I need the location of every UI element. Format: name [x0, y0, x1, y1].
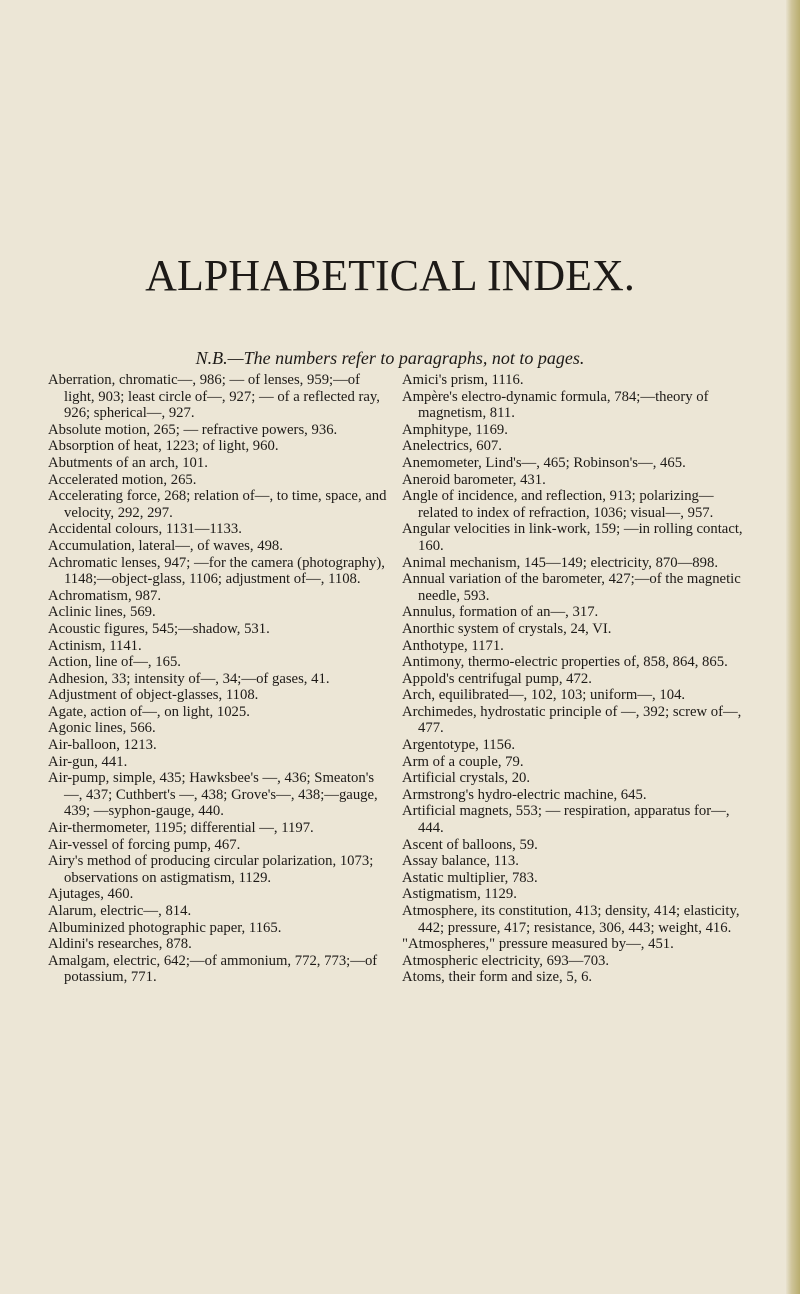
index-entry: Air-pump, simple, 435; Hawksbee's —, 436; Smeaton's—, 437; Cuthbert's —, 438; Grove's—, 438;—gauge, 439; —syphon-gauge, 440. [48, 770, 378, 820]
index-entry: Amalgam, electric, 642;—of ammonium, 772, 773;—of potassium, 771. [48, 952, 378, 986]
index-entry: Aberration, chromatic—, 986; — of lenses, 959;—of light, 903; least circle of—, 927; — of a reflected ray, 926; spherical—, 927. [48, 372, 380, 422]
index-entry: Archimedes, hydrostatic principle of —, 392; screw of—, 477. [402, 703, 742, 737]
index-entry: Argentotype, 1156. [402, 737, 515, 754]
index-column-left [48, 372, 390, 986]
page-edge [786, 0, 800, 1294]
index-entry: Aneroid barometer, 431. [402, 471, 546, 488]
index-entry: Assay balance, 113. [402, 853, 519, 870]
index-entry: Atoms, their form and size, 5, 6. [402, 969, 593, 986]
index-entry: Air-balloon, 1213. [48, 737, 157, 754]
index-entry: Airy's method of producing circular polarization, 1073; observations on astigmatism, 1129. [48, 853, 374, 886]
index-entry: Annual variation of the barometer, 427;—of the magnetic needle, 593. [402, 571, 741, 604]
index-entry: Absorption of heat, 1223; of light, 960. [48, 438, 279, 455]
index-entry: Angle of incidence, and reflection, 913; polarizing—related to index of refraction, 1036; visual—, 957. [402, 488, 714, 521]
index-entry: Ampère's electro-dynamic formula, 784;—theory of magnetism, 811. [402, 388, 709, 422]
index-entry: Air-thermometer, 1195; differential —, 1197. [48, 820, 314, 837]
index-entry: Animal mechanism, 145—149; electricity, 870—898. [402, 554, 718, 571]
index-entry: Air-vessel of forcing pump, 467. [48, 836, 241, 853]
index-entry: Air-gun, 441. [48, 753, 128, 770]
index-entry: Artificial crystals, 20. [402, 770, 531, 787]
index-entry: Angular velocities in link-work, 159; —in rolling contact, 160. [402, 521, 743, 554]
index-entry: Appold's centrifugal pump, 472. [402, 670, 592, 687]
index-entry: Amici's prism, 1116. [402, 372, 524, 388]
index-entry: Accelerating force, 268; relation of—, to time, space, and velocity, 292, 297. [48, 488, 387, 521]
index-entry: Anorthic system of crystals, 24, VI. [402, 620, 612, 637]
index-entry: Accelerated motion, 265. [48, 471, 197, 488]
index-entry: Amphitype, 1169. [402, 421, 508, 438]
index-entry: Acoustic figures, 545;—shadow, 531. [48, 620, 270, 637]
index-entry: Anelectrics, 607. [402, 438, 502, 455]
index-entry: Atmosphere, its constitution, 413; density, 414; elasticity, 442; pressure, 417; resistance, 306, 443; weight, 416. [402, 903, 740, 936]
index-entry: Abutments of an arch, 101. [48, 454, 208, 471]
index-entry: Astigmatism, 1129. [402, 886, 517, 903]
index-entry: Atmospheric electricity, 693—703. [402, 952, 610, 969]
index-entry: Arm of a couple, 79. [402, 753, 524, 770]
index-entry: Anthotype, 1171. [402, 637, 504, 654]
index-entry: Adjustment of object-glasses, 1108. [48, 687, 259, 704]
index-entry: Annulus, formation of an—, 317. [402, 604, 599, 621]
index-entry: Antimony, thermo-electric properties of, 858, 864, 865. [402, 654, 728, 671]
index-entry: Accumulation, lateral—, of waves, 498. [48, 537, 283, 554]
index-entry: Achromatic lenses, 947; —for the camera (photography), 1148;—object-glass, 1106; adjustment of—, 1108. [48, 554, 385, 588]
index-entry: Alarum, electric—, 814. [48, 903, 192, 919]
index-entry: Artificial magnets, 553; — respiration, apparatus for—, 444. [402, 803, 730, 837]
index-entry: Albuminized photographic paper, 1165. [48, 919, 282, 936]
index-entry: Agate, action of—, on light, 1025. [48, 703, 250, 720]
index-column-right [402, 372, 744, 986]
index-entry: Adhesion, 33; intensity of—, 34;—of gases, 41. [48, 670, 330, 687]
index-entry: Achromatism, 987. [48, 587, 161, 604]
index-entry: Ajutages, 460. [48, 886, 134, 903]
index-entry: Aclinic lines, 569. [48, 604, 156, 621]
index-entry: Action, line of—, 165. [48, 654, 181, 671]
index-entry: Agonic lines, 566. [48, 720, 156, 737]
index-entry: Absolute motion, 265; — refractive powers, 936. [48, 421, 338, 438]
index-entry: Armstrong's hydro-electric machine, 645. [402, 786, 647, 803]
index-entry: Anemometer, Lind's—, 465; Robinson's—, 465. [402, 454, 686, 471]
page-note: N.B.—The numbers refer to paragraphs, not to pages. [195, 348, 585, 368]
index-entry: "Atmospheres," pressure measured by—, 451. [402, 936, 674, 953]
index-entry: Aldini's researches, 878. [48, 936, 192, 953]
index-entry: Astatic multiplier, 783. [402, 869, 538, 886]
page-title: ALPHABETICAL INDEX. [145, 251, 635, 300]
index-entry: Accidental colours, 1131—1133. [48, 521, 242, 538]
index-entry: Actinism, 1141. [48, 637, 142, 654]
index-entry: Arch, equilibrated—, 102, 103; uniform—, 104. [402, 687, 686, 704]
index-entry: Ascent of balloons, 59. [402, 836, 538, 853]
